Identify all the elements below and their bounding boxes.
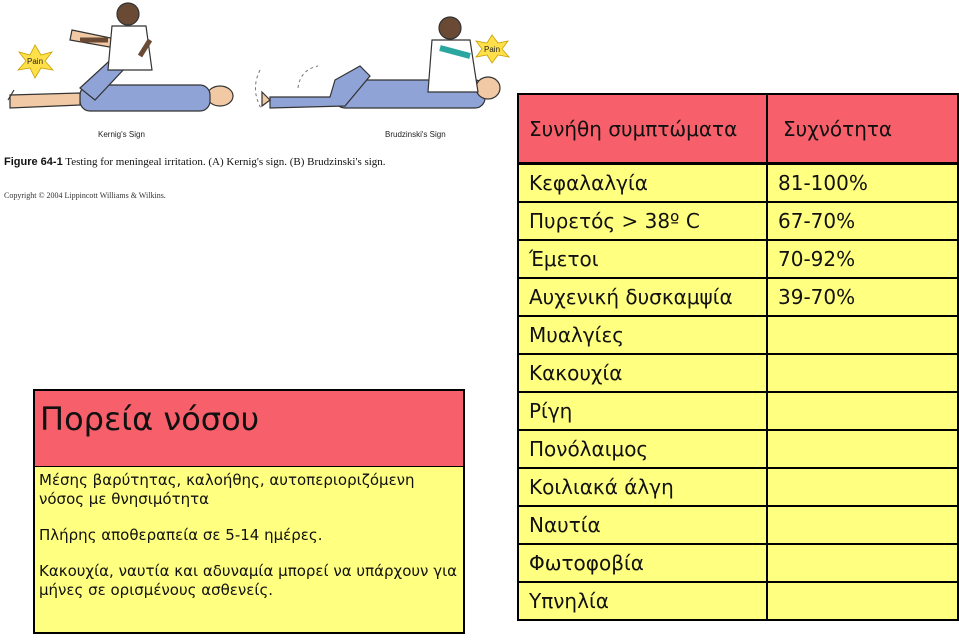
motion-arc <box>298 66 318 88</box>
symptom-cell: Ρίγη <box>518 392 767 430</box>
motion-arc <box>255 70 262 110</box>
figure-caption <box>4 156 386 168</box>
figure-caption-text: Testing for meningeal irritation. (A) Kernig's sign. (B) Brudzinski's sign. <box>65 156 386 168</box>
kernig-sign-label: Kernig's Sign <box>98 130 145 139</box>
frequency-cell <box>767 430 958 468</box>
table-row <box>518 164 958 203</box>
frequency-cell: 67-70% <box>767 202 958 240</box>
table-row <box>518 544 958 582</box>
meningeal-signs-drawing <box>0 0 510 150</box>
symptom-cell: Φωτοφοβία <box>518 544 767 582</box>
symptom-cell: Μυαλγίες <box>518 316 767 354</box>
disease-course-title: Πορεία νόσου <box>35 391 463 467</box>
course-paragraph: Κακουχία, ναυτία και αδυναμία μπορεί να υπάρχουν για μήνες σε ορισμένους ασθενείς. <box>39 562 458 599</box>
frequency-cell: 39-70% <box>767 278 958 316</box>
frequency-cell <box>767 506 958 544</box>
course-paragraph: Μέσης βαρύτητας, καλοήθης, αυτοπεριοριζόμενη νόσος με θνησιμότητα <box>39 471 415 508</box>
frequency-cell <box>767 582 958 620</box>
table-header-row <box>518 94 958 164</box>
table-row <box>518 582 958 620</box>
pain-label-left: Pain <box>27 57 44 66</box>
symptoms-table <box>517 93 959 621</box>
symptom-cell: Κοιλιακά άλγη <box>518 468 767 506</box>
brudzinski-examiner <box>428 17 478 92</box>
table-row <box>518 202 958 240</box>
frequency-cell: 70-92% <box>767 240 958 278</box>
frequency-cell <box>767 316 958 354</box>
disease-course-body <box>35 467 463 600</box>
symptom-cell: Πυρετός > 38º C <box>518 202 767 240</box>
table-row <box>518 430 958 468</box>
symptom-cell: Πονόλαιμος <box>518 430 767 468</box>
figure-copyright: Copyright © 2004 Lippincott Williams & Wilkins. <box>4 191 166 200</box>
pain-label-right: Pain <box>484 45 501 54</box>
symptom-cell: Υπνηλία <box>518 582 767 620</box>
meningeal-signs-figure <box>0 0 510 205</box>
course-paragraph: Πλήρης αποθεραπεία σε 5-14 ημέρες. <box>39 526 323 544</box>
header-symptom: Συνήθη συμπτώματα <box>518 94 767 164</box>
frequency-cell <box>767 392 958 430</box>
symptom-cell: Κεφαλαλγία <box>518 164 767 203</box>
table-row <box>518 316 958 354</box>
frequency-cell: 81-100% <box>767 164 958 203</box>
frequency-cell <box>767 544 958 582</box>
table-row <box>518 278 958 316</box>
figure-number: Figure 64-1 <box>4 156 63 168</box>
frequency-cell <box>767 468 958 506</box>
frequency-cell <box>767 354 958 392</box>
symptom-cell: Έμετοι <box>518 240 767 278</box>
table-row <box>518 392 958 430</box>
table-row <box>518 354 958 392</box>
table-row <box>518 240 958 278</box>
brudzinski-sign-label: Brudzinski's Sign <box>385 130 446 139</box>
table-row <box>518 506 958 544</box>
table-row <box>518 468 958 506</box>
disease-course-box <box>33 389 465 634</box>
symptom-cell: Κακουχία <box>518 354 767 392</box>
symptom-cell: Αυχενική δυσκαμψία <box>518 278 767 316</box>
symptom-cell: Ναυτία <box>518 506 767 544</box>
header-frequency: Συχνότητα <box>767 94 958 164</box>
